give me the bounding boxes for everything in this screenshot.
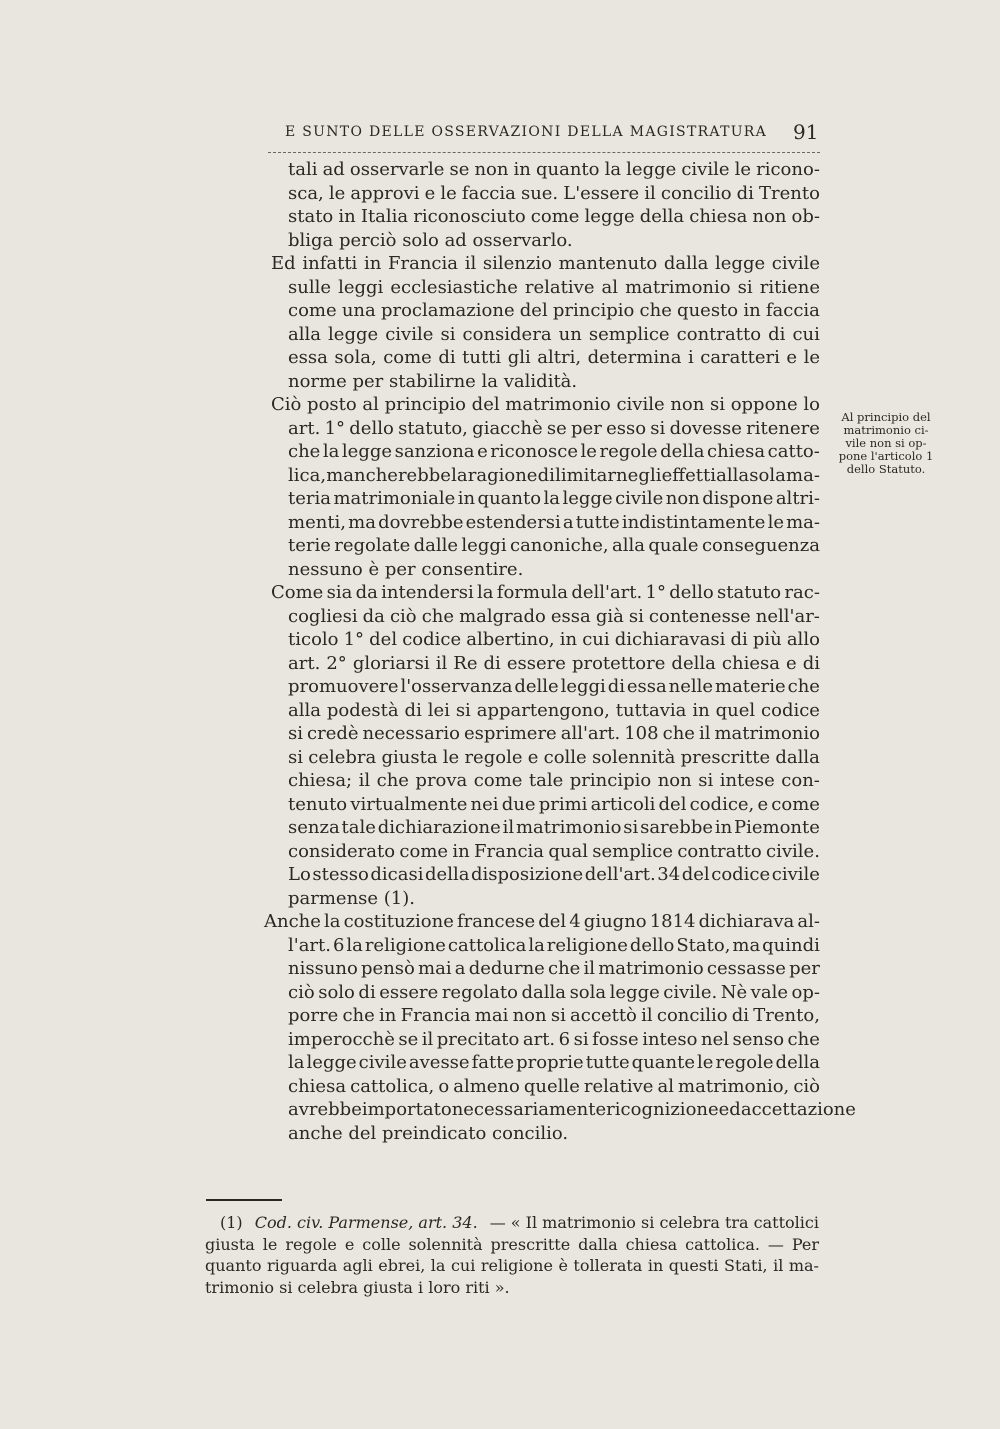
- footnote-line: giusta le regole e colle solennità prescritte dalla chiesa cattolica. — Per: [205, 1234, 819, 1254]
- text-line: anche del preindicato concilio.: [288, 1122, 569, 1144]
- footnote-line: trimonio si celebra giusta i loro riti ».: [205, 1277, 510, 1297]
- footnote-citation: Cod. civ. Parmense, art. 34.: [254, 1213, 478, 1232]
- margin-note: [830, 411, 942, 476]
- text-line: la legge civile avesse fatte proprie tutte quante le regole della: [288, 1052, 820, 1073]
- text-line: si credè necessario esprimere all'art. 108 che il matrimonio: [288, 723, 820, 744]
- text-line: ciò solo di essere regolato dalla sola legge civile. Nè vale op-: [288, 981, 820, 1003]
- text-line: cogliesi da ciò che malgrado essa già si contenesse nell'ar-: [288, 605, 820, 627]
- margin-note-line: pone l'articolo 1: [838, 449, 934, 463]
- text-line: lica, mancherebbe la ragione di limitarne gli effetti alla sola ma-: [288, 464, 820, 486]
- text-line: Ciò posto al principio del matrimonio civile non si oppone lo: [271, 394, 820, 415]
- text-line: nissuno pensò mai a dedurne che il matrimonio cessasse per: [288, 958, 820, 979]
- text-line: Anche la costituzione francese del 4 giugno 1814 dichiarava al-: [264, 911, 820, 932]
- text-line: sca, le approvi e le faccia sue. L'essere il concilio di Trento: [288, 182, 820, 204]
- text-line: l'art. 6 la religione cattolica la religione dello Stato, ma quindi: [288, 934, 820, 956]
- running-title: E SUNTO DELLE OSSERVAZIONI DELLA MAGISTRATURA: [285, 124, 768, 140]
- text-line: promuovere l'osservanza delle leggi di essa nelle materie che: [288, 676, 820, 697]
- text-line: alla podestà di lei si appartengono, tuttavia in quel codice: [288, 699, 820, 721]
- margin-note-line: Al principio del: [841, 410, 931, 424]
- text-line: senza tale dichiarazione il matrimonio si sarebbe in Piemonte: [288, 817, 820, 838]
- text-line: art. 1° dello statuto, giacchè se per esso si dovesse ritenere: [288, 417, 820, 439]
- page-number: 91: [793, 120, 819, 144]
- text-line: chiesa cattolica, o almeno quelle relative al matrimonio, ciò: [288, 1075, 820, 1097]
- text-line: parmense (1).: [288, 887, 416, 909]
- text-line: Lo stesso dicasi della disposizione dell'art. 34 del codice civile: [288, 864, 820, 885]
- footnote-line: [220, 1212, 819, 1234]
- text-line: chiesa; il che prova come tale principio non si intese con-: [288, 770, 820, 791]
- text-line: porre che in Francia mai non si accettò il concilio di Trento,: [288, 1005, 820, 1026]
- text-line: bliga perciò solo ad osservarlo.: [288, 229, 573, 251]
- footnote-text: — « Il matrimonio si celebra tra cattolici: [489, 1213, 819, 1232]
- text-line: tenuto virtualmente nei due primi articoli del codice, e come: [288, 793, 820, 815]
- margin-note-line: dello Statuto.: [846, 462, 926, 476]
- margin-note-line: vile non si op-: [845, 436, 927, 450]
- text-line: essa sola, come di tutti gli altri, determina i caratteri e le: [288, 347, 820, 368]
- text-line: che la legge sanziona e riconosce le regole della chiesa catto-: [288, 441, 820, 462]
- text-line: norme per stabilirne la validità.: [288, 370, 578, 392]
- text-line: si celebra giusta le regole e colle solennità prescritte dalla: [288, 746, 820, 768]
- text-line: sulle leggi ecclesiastiche relative al matrimonio si ritiene: [288, 276, 820, 298]
- main-text: [264, 158, 856, 1145]
- text-line: imperocchè se il precitato art. 6 si fosse inteso nel senso che: [288, 1028, 820, 1050]
- footnote-line: quanto riguarda agli ebrei, la cui religione è tollerata in questi Stati, il ma-: [205, 1256, 819, 1275]
- margin-note-line: matrimonio ci-: [843, 423, 929, 437]
- text-line: tali ad osservarle se non in quanto la legge civile le ricono-: [288, 159, 820, 180]
- text-line: Come sia da intendersi la formula dell'art. 1° dello statuto rac-: [271, 582, 820, 603]
- footnote: [205, 1212, 819, 1298]
- text-line: come una proclamazione del principio che questo in faccia: [288, 300, 820, 321]
- text-line: menti, ma dovrebbe estendersi a tutte indistintamente le ma-: [288, 511, 820, 533]
- text-line: nessuno è per consentire.: [288, 558, 524, 580]
- text-line: alla legge civile si considera un semplice contratto di cui: [288, 323, 820, 345]
- text-line: ticolo 1° del codice albertino, in cui dichiaravasi di più allo: [288, 629, 820, 650]
- text-line: art. 2° gloriarsi il Re di essere protettore della chiesa e di: [288, 652, 820, 674]
- header-rule: [268, 152, 820, 153]
- text-line: Ed infatti in Francia il silenzio mantenuto dalla legge civile: [271, 253, 820, 274]
- text-line: stato in Italia riconosciuto come legge della chiesa non ob-: [288, 206, 820, 227]
- text-line: considerato come in Francia qual semplice contratto civile.: [288, 840, 820, 862]
- text-line: avrebbe importato necessariamente ricognizione ed accettazione: [288, 1099, 856, 1120]
- text-line: terie regolate dalle leggi canoniche, alla quale conseguenza: [288, 535, 820, 556]
- text-line: teria matrimoniale in quanto la legge civile non dispone altri-: [288, 488, 820, 509]
- footnote-rule: [206, 1199, 282, 1201]
- footnote-ref: (1): [220, 1213, 243, 1232]
